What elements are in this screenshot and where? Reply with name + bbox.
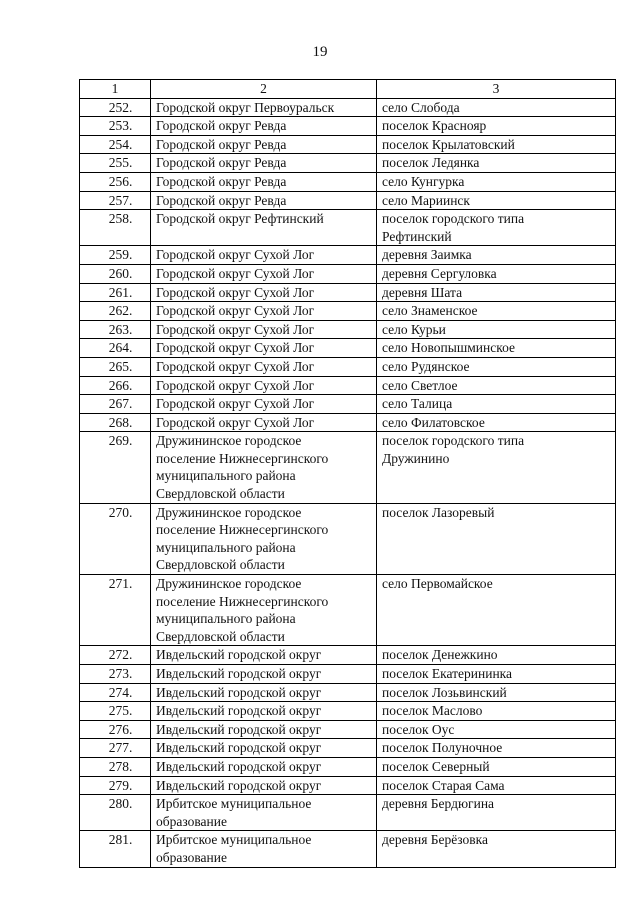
settlement-cell: поселок городского типа Рефтинский <box>377 210 616 246</box>
municipality-cell: Ирбитское муниципальное образование <box>151 795 377 831</box>
row-number: 276. <box>80 720 151 739</box>
row-number: 272. <box>80 646 151 665</box>
municipality-cell: Ивдельский городской округ <box>151 739 377 758</box>
settlement-cell: село Знаменское <box>377 302 616 321</box>
table-row <box>80 339 616 358</box>
settlement-cell: село Филатовское <box>377 413 616 432</box>
table-row <box>80 117 616 136</box>
row-number: 262. <box>80 302 151 321</box>
row-number: 274. <box>80 683 151 702</box>
table-row <box>80 646 616 665</box>
row-number: 255. <box>80 154 151 173</box>
row-number: 267. <box>80 395 151 414</box>
settlement-cell: поселок Маслово <box>377 702 616 721</box>
row-number: 277. <box>80 739 151 758</box>
settlement-cell: деревня Заимка <box>377 246 616 265</box>
settlement-cell: поселок Оус <box>377 720 616 739</box>
settlement-cell: поселок Ледянка <box>377 154 616 173</box>
settlement-cell: поселок Екатерининка <box>377 665 616 684</box>
row-number: 270. <box>80 503 151 574</box>
municipality-cell: Городской округ Сухой Лог <box>151 413 377 432</box>
settlement-cell: село Первомайское <box>377 575 616 646</box>
table-row <box>80 357 616 376</box>
row-number: 268. <box>80 413 151 432</box>
settlement-cell: село Талица <box>377 395 616 414</box>
municipality-cell: Городской округ Сухой Лог <box>151 395 377 414</box>
municipality-cell: Дружининское городское поселение Нижнесергинского муниципального района Свердловской области <box>151 432 377 503</box>
row-number: 273. <box>80 665 151 684</box>
settlement-cell: село Новопышминское <box>377 339 616 358</box>
header-col-1: 1 <box>80 80 151 99</box>
municipality-cell: Ивдельский городской округ <box>151 720 377 739</box>
municipality-cell: Городской округ Ревда <box>151 172 377 191</box>
municipality-cell: Городской округ Рефтинский <box>151 210 377 246</box>
municipality-cell: Ирбитское муниципальное образование <box>151 831 377 867</box>
municipality-cell: Городской округ Сухой Лог <box>151 283 377 302</box>
settlement-cell: село Мариинск <box>377 191 616 210</box>
row-number: 254. <box>80 135 151 154</box>
row-number: 263. <box>80 320 151 339</box>
table-row <box>80 575 616 646</box>
table-row <box>80 283 616 302</box>
table-row <box>80 172 616 191</box>
table-row <box>80 432 616 503</box>
settlement-cell: поселок городского типа Дружинино <box>377 432 616 503</box>
row-number: 258. <box>80 210 151 246</box>
table-row <box>80 720 616 739</box>
settlement-cell: поселок Северный <box>377 757 616 776</box>
municipality-cell: Городской округ Сухой Лог <box>151 264 377 283</box>
row-number: 264. <box>80 339 151 358</box>
row-number: 261. <box>80 283 151 302</box>
row-number: 253. <box>80 117 151 136</box>
municipality-cell: Дружининское городское поселение Нижнесергинского муниципального района Свердловской области <box>151 503 377 574</box>
municipality-cell: Городской округ Ревда <box>151 154 377 173</box>
row-number: 260. <box>80 264 151 283</box>
settlement-cell: село Кунгурка <box>377 172 616 191</box>
row-number: 271. <box>80 575 151 646</box>
municipality-cell: Городской округ Сухой Лог <box>151 376 377 395</box>
table-row <box>80 665 616 684</box>
row-number: 257. <box>80 191 151 210</box>
municipality-cell: Городской округ Сухой Лог <box>151 357 377 376</box>
table-row <box>80 702 616 721</box>
row-number: 281. <box>80 831 151 867</box>
settlement-cell: поселок Лозьвинский <box>377 683 616 702</box>
table-row <box>80 776 616 795</box>
settlements-table <box>79 79 616 868</box>
settlement-cell: село Курьи <box>377 320 616 339</box>
municipality-cell: Городской округ Ревда <box>151 117 377 136</box>
table-row <box>80 503 616 574</box>
municipality-cell: Ивдельский городской округ <box>151 702 377 721</box>
municipality-cell: Городской округ Сухой Лог <box>151 320 377 339</box>
row-number: 252. <box>80 98 151 117</box>
settlement-cell: деревня Сергуловка <box>377 264 616 283</box>
municipality-cell: Ивдельский городской округ <box>151 776 377 795</box>
table-row <box>80 683 616 702</box>
municipality-cell: Городской округ Ревда <box>151 135 377 154</box>
table-row <box>80 795 616 831</box>
table-row <box>80 154 616 173</box>
row-number: 265. <box>80 357 151 376</box>
settlement-cell: деревня Шата <box>377 283 616 302</box>
header-col-2: 2 <box>151 80 377 99</box>
settlement-cell: поселок Старая Сама <box>377 776 616 795</box>
municipality-cell: Ивдельский городской округ <box>151 683 377 702</box>
row-number: 266. <box>80 376 151 395</box>
table-row <box>80 376 616 395</box>
settlement-cell: село Рудянское <box>377 357 616 376</box>
table-row <box>80 264 616 283</box>
table-row <box>80 246 616 265</box>
settlement-cell: поселок Полуночное <box>377 739 616 758</box>
municipality-cell: Городской округ Ревда <box>151 191 377 210</box>
settlement-cell: село Слобода <box>377 98 616 117</box>
table-row <box>80 210 616 246</box>
table-header <box>80 80 616 99</box>
row-number: 275. <box>80 702 151 721</box>
table-body <box>80 98 616 867</box>
row-number: 259. <box>80 246 151 265</box>
municipality-cell: Ивдельский городской округ <box>151 646 377 665</box>
table-row <box>80 302 616 321</box>
municipality-cell: Городской округ Сухой Лог <box>151 339 377 358</box>
settlement-cell: село Светлое <box>377 376 616 395</box>
table-row <box>80 320 616 339</box>
row-number: 269. <box>80 432 151 503</box>
table-row <box>80 757 616 776</box>
header-col-3: 3 <box>377 80 616 99</box>
municipality-cell: Городской округ Сухой Лог <box>151 246 377 265</box>
row-number: 278. <box>80 757 151 776</box>
table-row <box>80 135 616 154</box>
municipality-cell: Дружининское городское поселение Нижнесергинского муниципального района Свердловской области <box>151 575 377 646</box>
table-row <box>80 739 616 758</box>
municipality-cell: Городской округ Первоуральск <box>151 98 377 117</box>
table-row <box>80 831 616 867</box>
municipality-cell: Ивдельский городской округ <box>151 757 377 776</box>
settlement-cell: деревня Берёзовка <box>377 831 616 867</box>
row-number: 256. <box>80 172 151 191</box>
table-row <box>80 98 616 117</box>
settlement-cell: поселок Краснояр <box>377 117 616 136</box>
settlement-cell: деревня Бердюгина <box>377 795 616 831</box>
table-row <box>80 413 616 432</box>
municipality-cell: Ивдельский городской округ <box>151 665 377 684</box>
settlement-cell: поселок Лазоревый <box>377 503 616 574</box>
municipality-cell: Городской округ Сухой Лог <box>151 302 377 321</box>
row-number: 279. <box>80 776 151 795</box>
page-number: 19 <box>312 44 328 60</box>
settlement-cell: поселок Денежкино <box>377 646 616 665</box>
row-number: 280. <box>80 795 151 831</box>
table-row <box>80 395 616 414</box>
settlement-cell: поселок Крылатовский <box>377 135 616 154</box>
table-row <box>80 191 616 210</box>
